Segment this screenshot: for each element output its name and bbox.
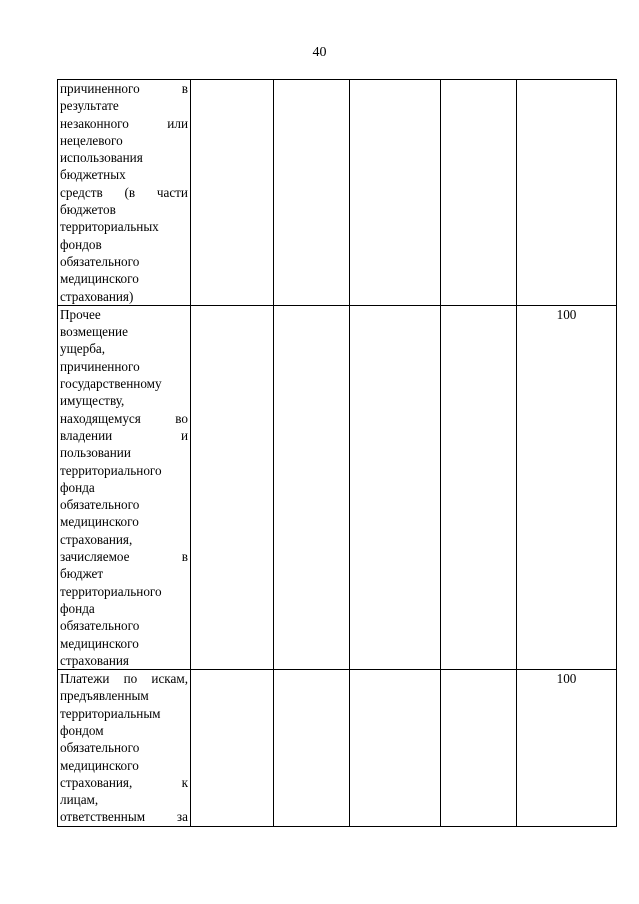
revenue-name-line: ответственным за (60, 809, 188, 825)
value-cell-5 (517, 80, 617, 306)
revenue-name-line: фондом (60, 722, 104, 738)
revenue-name-line: территориального (60, 583, 162, 599)
budget-table (57, 79, 617, 827)
revenue-name-line: находящемуся во (60, 410, 188, 426)
revenue-name-line: незаконного или (60, 115, 188, 131)
revenue-name-line: страхования (60, 652, 129, 668)
revenue-name-line: возмещение (60, 324, 128, 340)
table-row (58, 80, 617, 306)
revenue-name-line: обязательного (60, 740, 140, 756)
revenue-name-line: владении и (60, 427, 188, 443)
value-cell-3 (350, 80, 441, 306)
value-cell-5: 100 (517, 305, 617, 669)
revenue-name-cell (58, 80, 191, 306)
revenue-name-line: страхования, (60, 531, 133, 547)
page-number: 40 (312, 45, 327, 60)
revenue-name-line: средств (в части (60, 184, 188, 200)
revenue-name-line: фондов (60, 236, 102, 252)
value-cell-1 (191, 80, 274, 306)
revenue-name-line: бюджетов (60, 202, 116, 218)
revenue-name-line: бюджет (60, 566, 104, 582)
value-cell-4 (441, 80, 517, 306)
revenue-name-line: государственному (60, 376, 162, 392)
revenue-name-line: обязательного (60, 253, 140, 269)
revenue-name-line: использования (60, 150, 143, 166)
revenue-name-line: медицинского (60, 757, 139, 773)
revenue-name-line: бюджетных (60, 167, 126, 183)
revenue-name-line: страхования, к (60, 774, 188, 790)
revenue-name-line: территориальных (60, 219, 159, 235)
revenue-name-line: обязательного (60, 497, 140, 513)
revenue-name-line: зачисляемое в (60, 549, 188, 565)
value-cell-1 (191, 305, 274, 669)
revenue-name-line: медицинского (60, 514, 139, 530)
revenue-name-line: территориального (60, 462, 162, 478)
value-cell-4 (441, 305, 517, 669)
table-row (58, 670, 617, 827)
revenue-name-line: ущерба, (60, 341, 106, 357)
revenue-name-line: медицинского (60, 271, 139, 287)
revenue-name-cell (58, 305, 191, 669)
revenue-name-line: причиненного (60, 358, 140, 374)
value-cell-2 (274, 80, 350, 306)
revenue-name-line: лицам, (60, 792, 99, 808)
revenue-name-cell (58, 670, 191, 827)
revenue-name-line: Прочее (60, 306, 101, 322)
value-cell-3 (350, 670, 441, 827)
revenue-name-line: фонда (60, 600, 95, 616)
revenue-name-line: причиненного в (60, 81, 188, 96)
revenue-name-line: территориальным (60, 705, 161, 721)
revenue-name-line: результате (60, 98, 119, 114)
value-cell-2 (274, 670, 350, 827)
value-cell-4 (441, 670, 517, 827)
revenue-name-line: страхования) (60, 288, 134, 304)
value-cell-2 (274, 305, 350, 669)
revenue-name-line: медицинского (60, 635, 139, 651)
revenue-name-line: пользовании (60, 445, 131, 461)
value-cell-3 (350, 305, 441, 669)
revenue-name-line: фонда (60, 479, 95, 495)
revenue-name-line: имуществу, (60, 393, 125, 409)
revenue-name-line: Платежи по искам, (60, 671, 188, 687)
table-row (58, 305, 617, 669)
revenue-name-line: предъявленным (60, 688, 149, 704)
revenue-name-line: обязательного (60, 618, 140, 634)
value-cell-5: 100 (517, 670, 617, 827)
value-cell-1 (191, 670, 274, 827)
revenue-name-line: нецелевого (60, 132, 123, 148)
